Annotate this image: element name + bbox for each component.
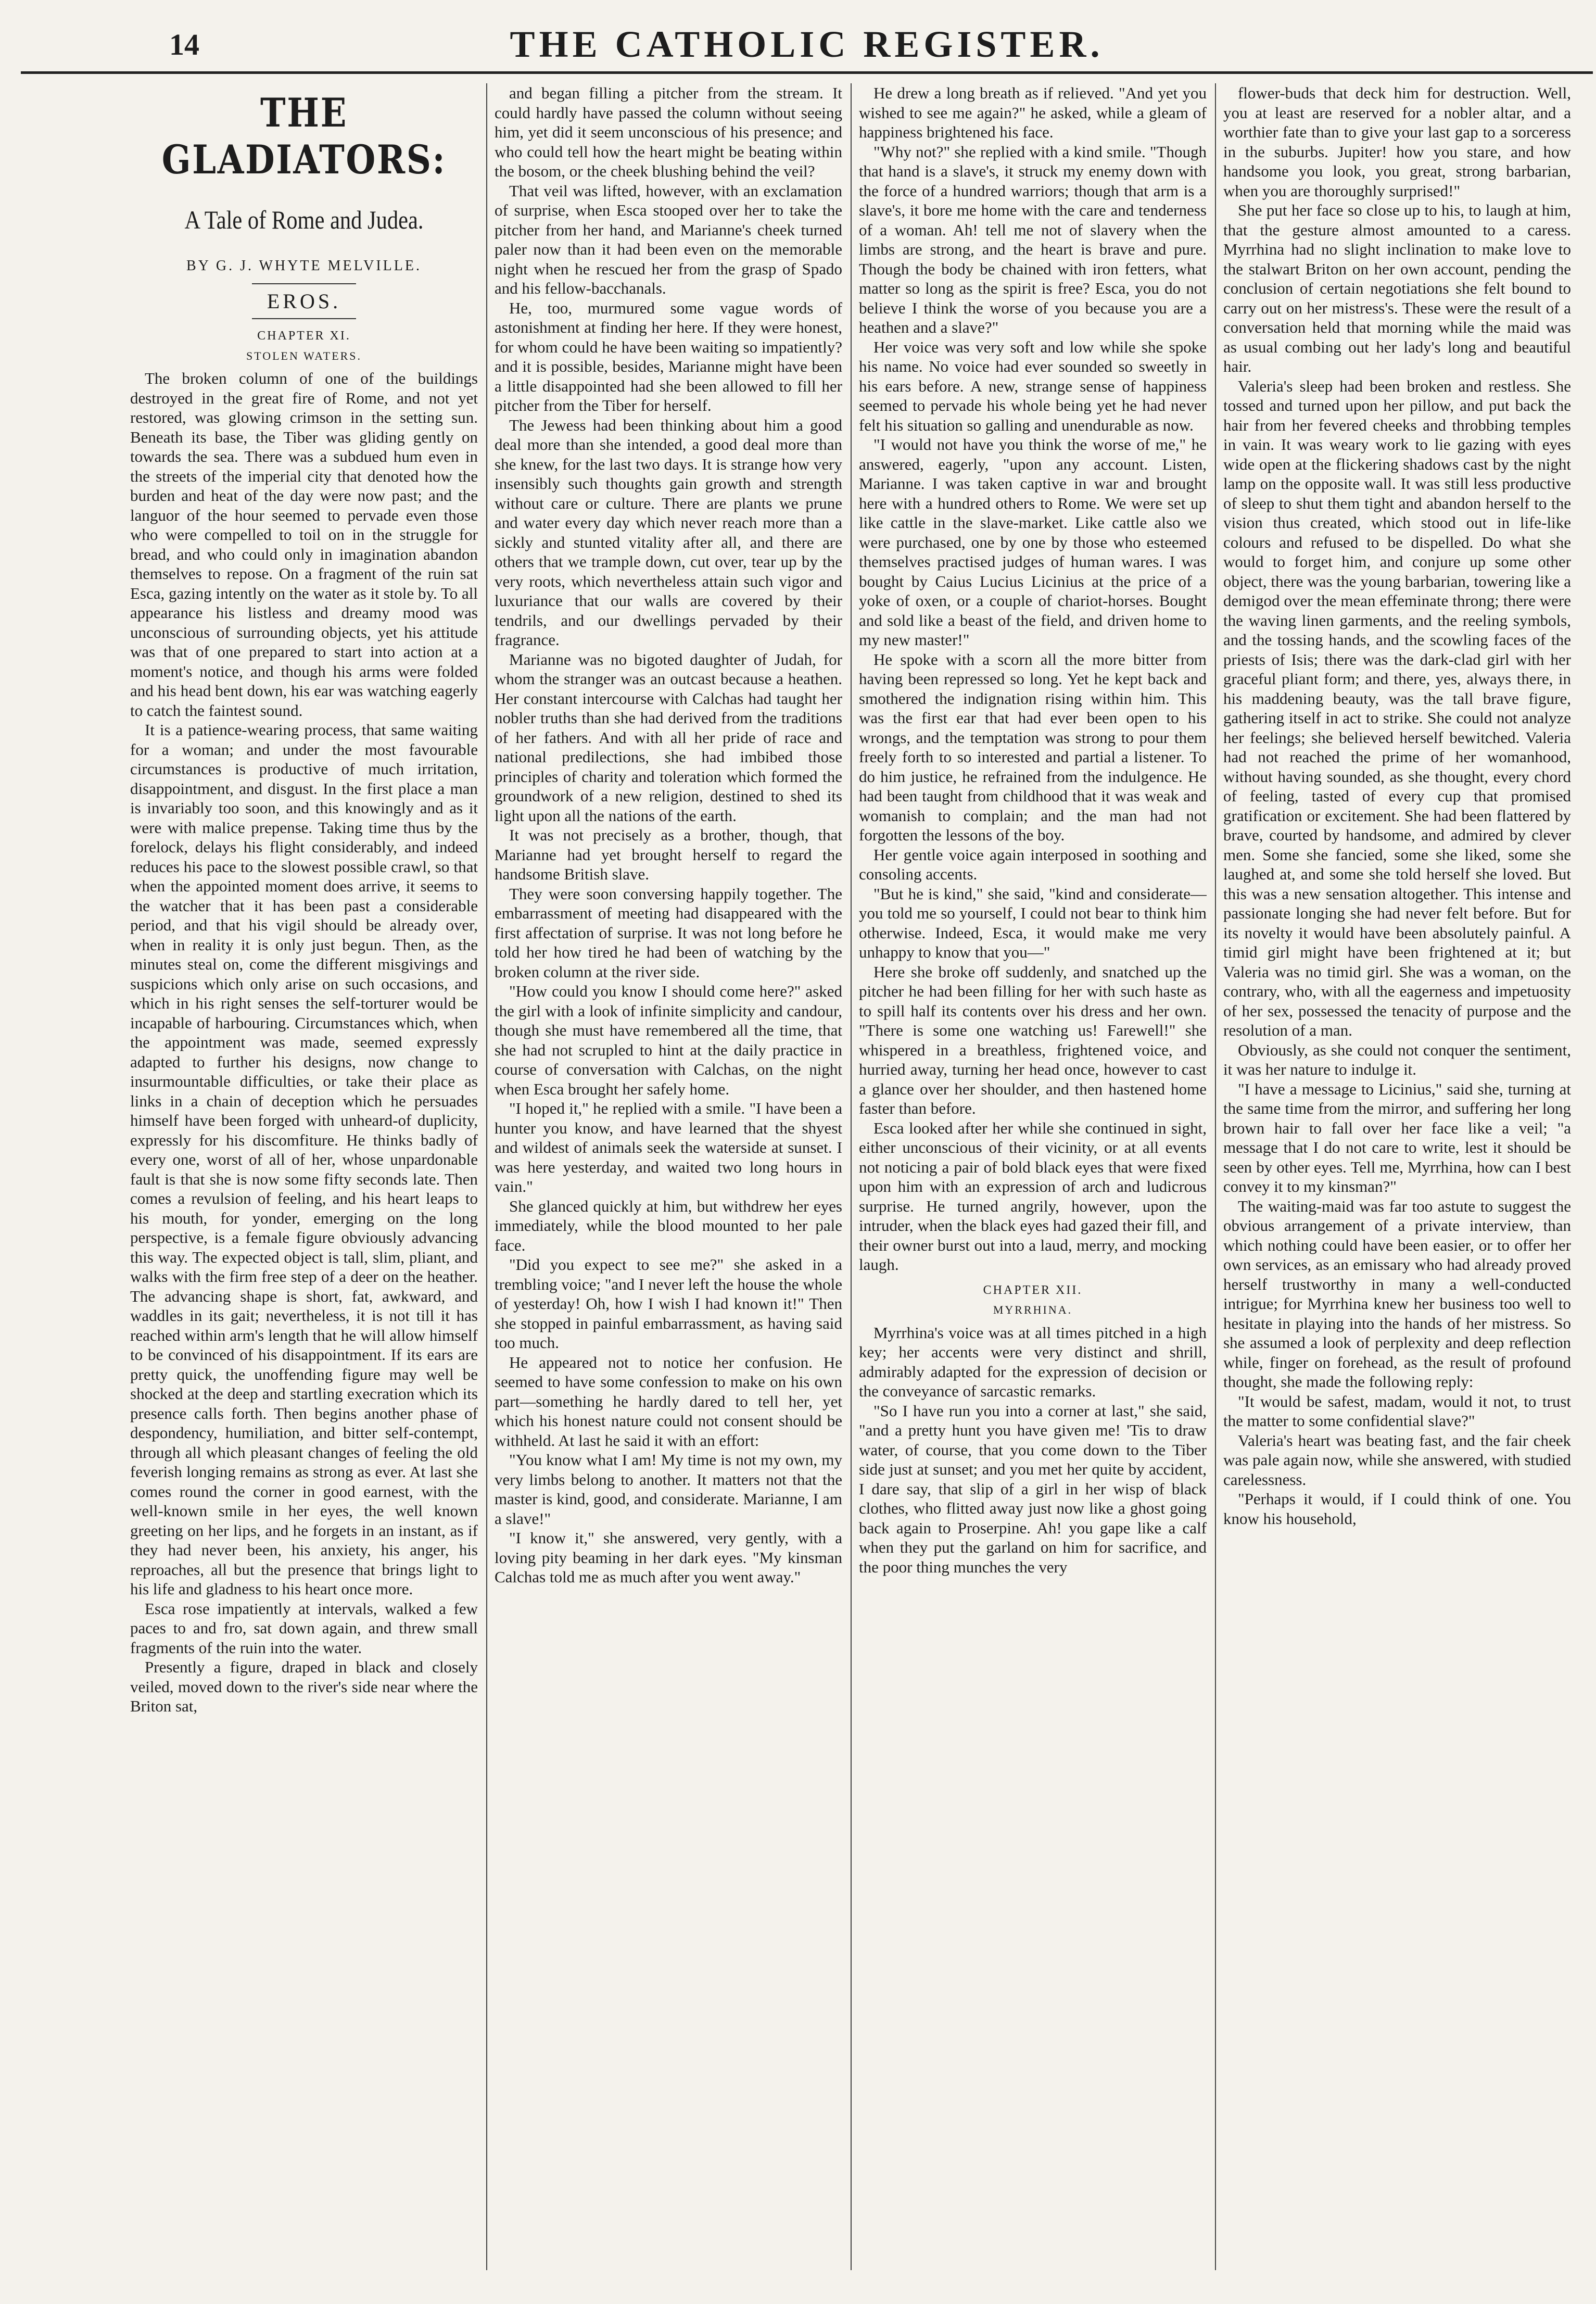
paragraph: Presently a figure, draped in black and closely veiled, moved down to the river's side near where the Briton sat, [130,1658,478,1715]
article-columns [130,83,1588,2281]
paragraph: Her gentle voice again interposed in soothing and consoling accents. [859,845,1207,883]
paragraph: "Did you expect to see me?" she asked in a trembling voice; "and I never left the house the whole of yesterday! Oh, how I wish I had known it!" Then she stopped in painful embarrassment, as having said too much. [495,1255,842,1352]
paragraph: Marianne was no bigoted daughter of Judah, for whom the stranger was an outcast because a heathen. Her constant intercourse with Calchas had taught her nobler truths than she had derived from the traditions of her fathers. And with all her pride of race and national predilections, she had imbibed those principles of charity and toleration which formed the groundwork of a new religion, destined to shed its light upon all the nations of the earth. [495,650,842,825]
column-rule [851,83,852,2270]
paragraph: "I know it," she answered, very gently, with a loving pity beaming in her dark eyes. "My kinsman Calchas told me as much after you went away." [495,1529,842,1586]
paragraph: "So I have run you into a corner at last," she said, "and a pretty hunt you have given me! 'Tis to draw water, of course, that you come down to the Tiber side just at sunset; and you met her quite by accident, I dare say, that slip of a girl in her wisp of black clothes, who flitted away just now like a ghost going back again to Proserpine. Ah! you gape like a calf when they put the garland on him for sacrifice, and the poor thing munches the very [859,1401,1207,1576]
chapter-heading: CHAPTER XI. [257,329,351,343]
chapter-title: STOLEN WATERS. [246,349,362,362]
paragraph: She glanced quickly at him, but withdrew her eyes immediately, while the blood mounted to her pale face. [495,1197,842,1254]
column-2 [495,83,842,2270]
paragraph: She put her face so close up to his, to laugh at him, that the gesture almost amounted to a caress. Myrrhina had no slight inclination to make love to the stalwart Briton on her own account, pending the conclusion of certain negotiations she felt bound to carry out on her mistress's. These were the result of a conversation held that morning while the maid was as usual combing out her lady's long and beautiful hair. [1223,201,1571,375]
paragraph: Valeria's heart was beating fast, and the fair cheek was pale again now, while she answered, with studied carelessness. [1223,1431,1571,1489]
column-rule [1215,83,1216,2270]
paragraph: He, too, murmured some vague words of astonishment at finding her here. If they were honest, for whom could he have been waiting so impatiently? and it is possible, besides, Marianne might have been a little disappointed had she been allowed to fill her pitcher from the Tiber for herself. [495,298,842,414]
paragraph: "Why not?" she replied with a kind smile. "Though that hand is a slave's, it struck my enemy down with the force of a hundred warriors; though that arm is a slave's, it bore me home with the care and tenderness of a woman. Ah! tell me not of slavery when the limbs are strong, and the heart is brave and pure. Though the body be chained with iron fetters, what matter so long as the spirit is free? Esca, you do not believe I think the worse of you because you are a heathen and a slave?" [859,142,1207,336]
column-1 [130,83,478,2270]
paragraph: The Jewess had been thinking about him a good deal more than she intended, a good deal more than she knew, for the last two days. It is strange how very insensibly such thoughts gain growth and strength without care or culture. There are plants we prune and water every day which never reach more than a sickly and stunted vitality after all, and there are others that we trample down, cut over, tear up by the very roots, which nevertheless attain such vigor and luxuriance that our walls are covered by their tendrils, and our dwellings pervaded by their fragrance. [495,416,842,649]
paragraph: and began filling a pitcher from the stream. It could hardly have passed the column without seeing him, yet did it seem unconscious of his presence; and who could tell how the heart might be beating within the bosom, or the cheek blushing behind the veil? [495,84,842,180]
paragraph: That veil was lifted, however, with an exclamation of surprise, when Esca stooped over her to take the pitcher from her hand, and Marianne's cheek turned paler now than it had been even on the memorable night when he rescued her from the grasp of Spado and his fellow-bacchanals. [495,181,842,297]
divider [252,318,356,319]
paragraph: Myrrhina's voice was at all times pitched in a high key; her accents were very distinct and shrill, admirably adapted for the expression of decision or the conveyance of sarcastic remarks. [859,1323,1207,1400]
paragraph: "I would not have you think the worse of me," he answered, eagerly, "upon any account. Listen, Marianne. I was taken captive in war and brought here with a hundred others to Rome. We were set up like cattle in the slave-market. Like cattle also we were purchased, one by one by those who esteemed themselves practised judges of human wares. I was bought by Caius Lucius Licinius at the price of a yoke of oxen, or a couple of chariot-horses. Bought and sold like a beast of the field, and driven home to my new master!" [859,435,1207,649]
paragraph: "I have a message to Licinius," said she, turning at the same time from the mirror, and suffering her long brown hair to fall over her face like a veil; "a message that I do not care to write, lest it should be seen by other eyes. Tell me, Myrrhina, how can I best convey it to my kinsman?" [1223,1079,1571,1195]
paragraph: He appeared not to notice her confusion. He seemed to have some confession to make on his own part—something he hardly dared to tell her, yet which his honest nature could not consent should be withheld. At last he said it with an effort: [495,1353,842,1450]
paragraph: Obviously, as she could not conquer the sentiment, it was her nature to indulge it. [1223,1040,1571,1078]
paragraph: Esca looked after her while she continued in sight, either unconscious of their vicinity, or at all events not noticing a pair of bold black eyes that were fixed upon him with an expression of arch and ludicrous surprise. He turned angrily, however, upon the intruder, when the black eyes had gazed their fill, and their owner burst out into a laud, merry, and mocking laugh. [859,1118,1207,1274]
paragraph: Esca rose impatiently at intervals, walked a few paces to and fro, sat down again, and threw small fragments of the ruin into the water. [130,1599,478,1657]
story-title: THE GLADIATORS: [161,90,447,183]
chapter-heading: CHAPTER XII. [983,1283,1083,1297]
page-header [21,11,1593,74]
paragraph: The waiting-maid was far too astute to suggest the obvious arrangement of a private interview, than which nothing could have been easier, or to offer her own services, as an emissary who had already proved herself trustworthy in many a well-conducted intrigue; for Myrrhina knew her business too well to hesitate in playing into the hands of her mistress. So she assumed a look of perplexity and deep reflection while, finger on forehead, as the result of profound thought, she made the following reply: [1223,1197,1571,1391]
paragraph: They were soon conversing happily together. The embarrassment of meeting had disappeared with the first affectation of surprise. It was not long before he told her how tired he had been of watching by the broken column at the river side. [495,884,842,981]
story-subtitle: A Tale of Rome and Judea. [184,205,424,234]
paragraph: "But he is kind," she said, "kind and considerate—you told me so yourself, I could not bear to think him otherwise. Indeed, Esca, it would make me very unhappy to know that you—" [859,884,1207,961]
column-3 [859,83,1207,2270]
paragraph: Her voice was very soft and low while she spoke his name. No voice had ever sounded so sweetly in his ears before. A new, strange sense of happiness seemed to pervade his whole being yet he had never felt his situation so galling and unendurable as now. [859,337,1207,434]
paragraph: "It would be safest, madam, would it not, to trust the matter to some confidential slave?" [1223,1392,1571,1430]
paragraph: "I hoped it," he replied with a smile. "I have been a hunter you know, and have learned that the shyest and wildest of animals seek the waterside at sunset. I was here yesterday, and waited two long hours in vain." [495,1099,842,1195]
column-rule [486,83,487,2270]
paragraph: He spoke with a scorn all the more bitter from having been repressed so long. Yet he kept back and smothered the indignation rising within him. This was the first ear that had ever been open to his wrongs, and the temptation was strong to pour them freely forth to so interested and partial a listener. To do him justice, he refrained from the indulgence. He had been taught from childhood that it was weak and womanish to complain; and the man had not forgotten the lessons of the boy. [859,650,1207,844]
paragraph: "How could you know I should come here?" asked the girl with a look of infinite simplicity and candour, though she must have remembered all the time, that she had not scrupled to hint at the daily practice in course of conversation with Calchas, on the night when Esca brought her safely home. [495,982,842,1098]
paragraph: It is a patience-wearing process, that same waiting for a woman; and under the most favourable circumstances is productive of much irritation, disappointment, and disgust. In the first place a man is invariably too soon, and this knowingly and as it were with malice prepense. Taking time thus by the forelock, delays his flight considerably, and indeed reduces his pace to the slowest possible crawl, so that when the appointed moment does arrive, it seems to the watcher that it has been past a considerable period, and that his vigil should be already over, when in reality it is only just begun. Then, as the minutes steal on, come the different misgivings and suspicions which only arise on such occasions, and which in his right senses the self-torturer would be incapable of harbouring. Circumstances which, when the appointment was made, seemed expressly adapted to further his designs, now change to insurmountable difficulties, or take their place as links in a chain of deception which he persuades himself have been forged with unheard-of duplicity, expressly for his discomfiture. He thinks badly of every one, worst of all of her, whose unpardonable fault is that she is now some fifty seconds late. Then comes a revulsion of feeling, and his heart leaps to his mouth, for yonder, emerging on the long perspective, is a female figure obviously advancing this way. The expected object is tall, slim, pliant, and walks with the firm free step of a deer on the heather. The advancing shape is short, fat, awkward, and waddles in its gait; nevertheless, it is not till it has reached within arm's length that he will allow himself to be convinced of his disappointment. If its ears are pretty quick, the unoffending figure may well be shocked at the deep and startling execration which its presence calls forth. Then begins another phase of despondency, humiliation, and bitter self-contempt, through all which pleasant changes of feeling the old feverish longing remains as strong as ever. At last she comes round the corner in good earnest, with the well-known smile in her eyes, the well known greeting on her lips, and he forgets in an instant, as if they had never been, his anxiety, his anger, his reproaches, all but the presence that brings light to his life and gladness to his heart once more. [130,721,478,1598]
paragraph: flower-buds that deck him for destruction. Well, you at least are reserved for a nobler altar, and a worthier fate than to give your last gap to a sorceress in the suburbs. Jupiter! how you stare, and how handsome you look, you great, strong barbarian, when you are thoroughly surprised!" [1223,84,1571,200]
page-number: 14 [169,28,199,61]
paragraph: It was not precisely as a brother, though, that Marianne had yet brought herself to regard the handsome British slave. [495,826,842,883]
story-byline: BY G. J. WHYTE MELVILLE. [186,258,422,274]
paragraph: "Perhaps it would, if I could think of one. You know his household, [1223,1490,1571,1528]
column-4 [1223,83,1571,2270]
paragraph: The broken column of one of the buildings destroyed in the great fire of Rome, and not yet restored, was glowing crimson in the setting sun. Beneath its base, the Tiber was gliding gently on towards the sea. There was a subdued hum even in the streets of the imperial city that denoted how the burden and heat of the day were now past; and the languor of the hour seemed to pervade even those who were compelled to toil on in the struggle for bread, and who could only in imagination abandon themselves to repose. On a fragment of the ruin sat Esca, gazing intently on the water as it stole by. To all appearance his listless and dreamy mood was unconscious of surrounding objects, yet his attitude was that of one prepared to start into action at a moment's notice, and though his arms were folded and his head bent down, his ear was watching eagerly to catch the faintest sound. [130,369,478,720]
paragraph: He drew a long breath as if relieved. "And yet you wished to see me again?" he asked, while a gleam of happiness brightened his face. [859,84,1207,141]
divider [252,283,356,284]
masthead: THE CATHOLIC REGISTER. [510,23,1104,65]
paragraph: Here she broke off suddenly, and snatched up the pitcher he had been filling for her with such haste as to spill half its contents over his dress and her own. "There is some one watching us! Farewell!" she whispered in a breathless, frightened voice, and hurried away, turning her head once, however to cast a glance over her shoulder, and then hastened home faster than before. [859,962,1207,1117]
paragraph: Valeria's sleep had been broken and restless. She tossed and turned upon her pillow, and put back the hair from her fevered cheeks and throbbing temples in vain. It was weary work to lie gazing with eyes wide open at the flickering shadows cast by the night lamp on the opposite wall. It was still less productive of sleep to shut them tight and abandon herself to the vision thus created, which stood out in life-like colours and refused to be dispelled. Do what she would to forget him, and conjure up some other object, there was the young barbarian, towering like a demigod over the mean effeminate throng; there were the waving linen garments, and the reeling symbols, and the tossing hands, and the scowling faces of the priests of Isis; there was the dark-clad girl with her graceful pliant form; and there, yes, always there, in his maddening beauty, was the tall brave figure, gathering itself in act to strike. She could not analyze her feelings; she believed herself bewitched. Valeria had not reached the prime of her womanhood, without having sounded, as she thought, every chord of feeling, tasted of every cup that promised gratification or excitement. She had been flattered by brave, courted by handsome, and admired by clever men. Some she fancied, some she liked, some she laughed at, and some she told herself she loved. But this was a new sensation altogether. This intense and passionate longing she had never felt before. But for its novelty it would have been absolutely painful. A timid girl might have been frightened at it; but Valeria was no timid girl. She was a woman, on the contrary, who, with all the eagerness and impetuosity of her sex, possessed the tenacity of purpose and the resolution of a man. [1223,376,1571,1039]
book-heading: EROS. [267,289,341,313]
paragraph: "You know what I am! My time is not my own, my very limbs belong to another. It matters not that the master is kind, good, and considerate. Marianne, I am a slave!" [495,1451,842,1528]
chapter-title: MYRRHINA. [993,1303,1073,1316]
